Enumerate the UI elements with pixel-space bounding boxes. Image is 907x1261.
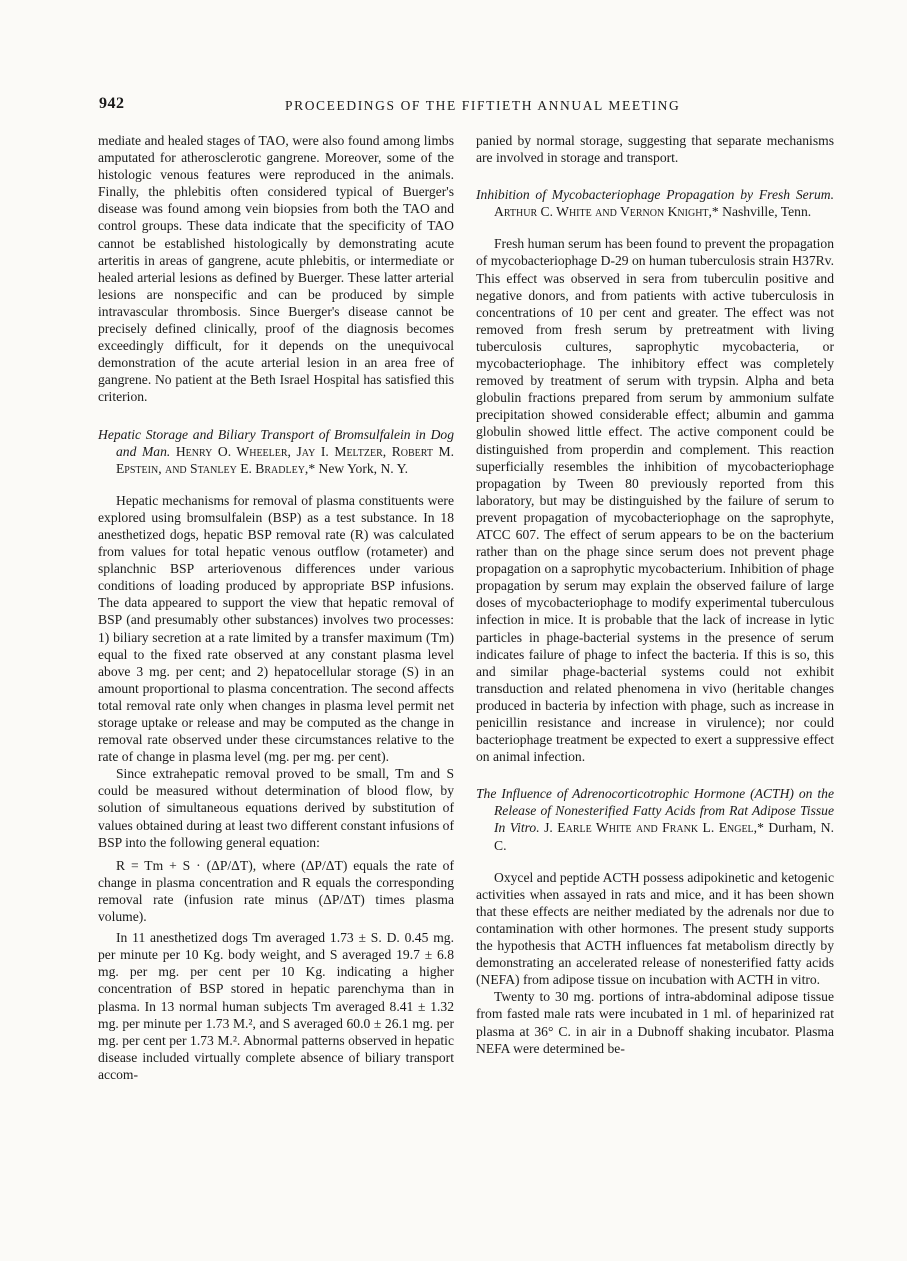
abstract-heading — [476, 186, 834, 220]
page-number: 942 — [99, 95, 125, 112]
running-head: PROCEEDINGS OF THE FIFTIETH ANNUAL MEETING — [285, 98, 681, 113]
equation: R = Tm + S · (ΔP/ΔT), where (ΔP/ΔT) equals the rate of change in plasma concentration and R equals the corresponding removal rate (infusion rate minus (ΔP/ΔT) times plasma volume). — [98, 857, 454, 925]
abstract-title: Hepatic Storage and Biliary Transport of Bromsulfalein in Dog and Man. — [98, 426, 454, 459]
continuation-paragraph: panied by normal storage, suggesting that separate mechanisms are involved in storage and transport. — [476, 133, 834, 166]
abstract-heading — [98, 426, 454, 477]
right-column — [476, 132, 834, 1057]
body-paragraph: Hepatic mechanisms for removal of plasma constituents were explored using bromsulfalein (BSP) as a test substance. In 18 anesthetized dogs, hepatic BSP removal rate (R) was calculated from values for total hepatic venous outflow (rotameter) and splanchnic BSP arteriovenous differences under various conditions of loading produced by appropriate BSP infusions. The data appeared to support the view that hepatic removal of BSP (and presumably other substances) involves two processes: 1) biliary secretion at a rate limited by a transfer maximum (Tm) equal to the fixed rate observed at any constant plasma level above 3 mg. per cent; and 2) hepatocellular storage (S) in an amount proportional to plasma concentration. The second affects total removal rate only when changes in plasma level permit net storage uptake or release and may be computed as the change in removal rate observed under these circumstances relative to the rate of change in plasma level (mg. per mg. per cent). — [98, 492, 454, 765]
abstract-location: Nashville, Tenn. — [722, 204, 812, 220]
abstract-heading — [476, 785, 834, 853]
continuation-paragraph: mediate and healed stages of TAO, were also found among limbs amputated for atherosclerotic gangrene. Moreover, some of the histologic venous features were reproduced in the animals. Finally, the phlebitis often considered typical of Buerger's disease was found among vein biopsies from both the TAO and control groups. These data indicate that the specificity of TAO cannot be established histologically by demonstrating acute arteritis in areas of gangrene, acute phlebitis, or intermediate or healed arterial lesions as defined by Buerger. These latter arterial lesions are nonspecific and can be produced by simple intravascular thrombosis. Since Buerger's disease cannot be precisely defined clinically, proof of the diagnosis becomes exceedingly difficult, for it depends on the unequivocal demonstration of the acute arterial lesion in an area free of gangrene. No patient at the Beth Israel Hospital has satisfied this criterion. — [98, 133, 454, 405]
body-paragraph: Twenty to 30 mg. portions of intra-abdominal adipose tissue from fasted male rats were incubated in 1 ml. of heparinized rat plasma at 36° C. in air in a Dubnoff shaking incubator. Plasma NEFA were determined be- — [476, 989, 834, 1056]
abstract-title: The Influence of Adrenocorticotrophic Hormone (ACTH) on the Release of Nonesterified Fatty Acids from Rat Adipose Tissue In Vitro. — [476, 786, 834, 836]
body-paragraph: Fresh human serum has been found to prevent the propagation of mycobacteriophage D-29 on human tuberculosis strain H37Rv. This effect was observed in sera from tuberculin positive and negative donors, and from patients with active tuberculosis in concentrations of 10 per cent and greater. The effect was not removed from fresh serum by pretreatment with living tuberculosis cultures, saprophytic mycobacteria, or mycobacteriophage. The inhibitory effect was completely removed by treatment of serum with trypsin. Alpha and beta globulin fractions prepared from serum by ammonium sulfate precipitation showed considerable effect; albumin and gamma globulin showed little effect. The active component could be distinguished from properdin and complement. This reaction superficially resembles the inhibition of mycobacteriophage propagation by Tween 80 previously reported from this laboratory, but may be distinguished by the failure of serum to prevent propagation of mycobacteriophage on the saprophyte, ATCC 607. The effect of serum appears to be on the bacterium rather than on the phage since serum does not prevent phage propagation on a saprophytic mycobacterium. Inhibition of phage propagation by serum may explain the observed failure of large doses of mycobacteriophage to modify experimental tuberculous infection in mice. It is probable that the lack of increase in lytic particles in phage-bacterial systems in the presence of serum indicates failure of phage to infect the bacteria. If this is so, this and similar phage-bacterial systems could not exhibit transduction and related phenomena in vivo (heritable changes produced in bacteria by infection with phage, such as increase in penicillin resistance and increase in virulence); nor could bacteriophage treatment be expected to exert a suppressive effect on animal infection. — [476, 236, 834, 765]
abstract-authors: Arthur C. White and Vernon Knight,* — [494, 204, 719, 220]
abstract-location: Durham, N. C. — [494, 820, 834, 853]
body-paragraph: In 11 anesthetized dogs Tm averaged 1.73 ± S. D. 0.45 mg. per minute per 10 Kg. body weight, and S averaged 19.7 ± 6.8 mg. per mg. per cent per 10 Kg. indicating a higher concentration of BSP stored in hepatic parenchyma than in plasma. In 13 normal human subjects Tm averaged 8.41 ± 1.32 mg. per minute per 1.73 M.², and S averaged 60.0 ± 26.1 mg. per mg. per cent per 1.73 M.². Abnormal patterns observed in hepatic disease included virtually complete absence of biliary transport accom- — [98, 930, 454, 1082]
abstract-title: Inhibition of Mycobacteriophage Propagation by Fresh Serum. — [476, 187, 834, 203]
body-paragraph: Oxycel and peptide ACTH possess adipokinetic and ketogenic activities when assayed in rats and mice, and it has been shown that these effects are neither mediated by the adrenals nor due to contamination with other hormones. The present study supports the hypothesis that ACTH influences fat metabolism directly by demonstrating an accelerated release of nonesterified fatty acids (NEFA) from adipose tissue on incubation with ACTH in vitro. — [476, 869, 834, 988]
left-column — [98, 132, 454, 1083]
abstract-authors: J. Earle White and Frank L. Engel,* — [544, 820, 764, 836]
abstract-location: New York, N. Y. — [318, 460, 409, 476]
abstract-authors: Henry O. Wheeler, Jay I. Meltzer, Robert M. Epstein, and Stanley E. Bradley,* — [116, 443, 454, 476]
body-paragraph: Since extrahepatic removal proved to be small, Tm and S could be measured without determination of blood flow, by solution of simultaneous equations derived by substitution of values obtained during at least two different constant infusions of BSP into the following general equation: — [98, 766, 454, 850]
